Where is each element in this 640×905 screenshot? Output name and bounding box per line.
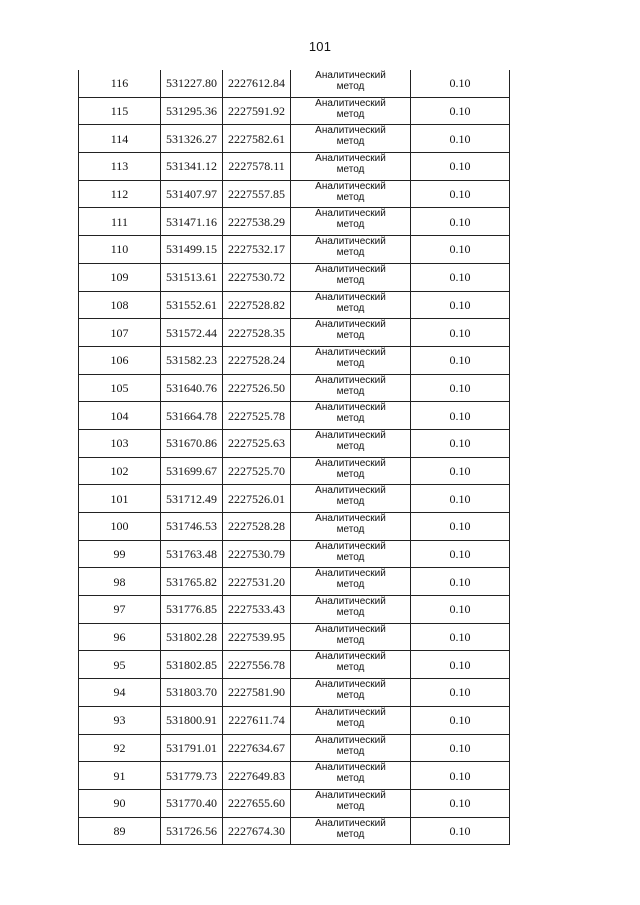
method-cell (291, 540, 411, 568)
x-coordinate-cell: 531295.36 (161, 97, 223, 125)
point-number-cell: 111 (79, 208, 161, 236)
method-text-line: Аналитический (315, 125, 386, 137)
x-coordinate-cell: 531763.48 (161, 540, 223, 568)
table-row (79, 374, 510, 402)
method-cell (291, 429, 411, 457)
y-coordinate-cell: 2227526.01 (223, 485, 291, 513)
table-row (79, 734, 510, 762)
method-text-line: Аналитический (315, 319, 386, 331)
y-coordinate-cell: 2227578.11 (223, 153, 291, 181)
method-text-line: Аналитический (315, 153, 386, 165)
table-row (79, 568, 510, 596)
table-row (79, 651, 510, 679)
method-text-line: Аналитический (315, 457, 386, 469)
method-text-line: метод (336, 496, 365, 508)
method-cell (291, 263, 411, 291)
method-text-line: Аналитический (315, 789, 386, 801)
point-number-cell: 106 (79, 346, 161, 374)
method-text-line: метод (336, 440, 365, 452)
method-cell (291, 125, 411, 153)
x-coordinate-cell: 531791.01 (161, 734, 223, 762)
method-text-line: Аналитический (315, 762, 386, 774)
method-cell (291, 734, 411, 762)
y-coordinate-cell: 2227530.79 (223, 540, 291, 568)
accuracy-cell: 0.10 (411, 153, 510, 181)
method-text-line: Аналитический (315, 346, 386, 358)
table-row (79, 789, 510, 817)
x-coordinate-cell: 531726.56 (161, 817, 223, 845)
x-coordinate-cell: 531746.53 (161, 513, 223, 541)
method-text-line: Аналитический (315, 734, 386, 746)
point-number-cell: 95 (79, 651, 161, 679)
x-coordinate-cell: 531572.44 (161, 319, 223, 347)
method-text-line: Аналитический (315, 513, 386, 524)
method-text-line: метод (336, 773, 365, 785)
method-cell (291, 568, 411, 596)
method-text-line: Аналитический (315, 623, 386, 635)
point-number-cell: 109 (79, 263, 161, 291)
accuracy-cell: 0.10 (411, 374, 510, 402)
table-row (79, 125, 510, 153)
method-text-line: Аналитический (315, 236, 386, 248)
method-text-line: метод (336, 662, 365, 674)
method-cell (291, 457, 411, 485)
accuracy-cell: 0.10 (411, 817, 510, 845)
accuracy-cell: 0.10 (411, 457, 510, 485)
accuracy-cell: 0.10 (411, 679, 510, 707)
accuracy-cell: 0.10 (411, 346, 510, 374)
point-number-cell: 103 (79, 429, 161, 457)
method-cell (291, 651, 411, 679)
accuracy-cell: 0.10 (411, 263, 510, 291)
accuracy-cell: 0.10 (411, 596, 510, 624)
method-cell (291, 762, 411, 790)
method-text-line: метод (336, 579, 365, 591)
y-coordinate-cell: 2227674.30 (223, 817, 291, 845)
x-coordinate-cell: 531341.12 (161, 153, 223, 181)
y-coordinate-cell: 2227649.83 (223, 762, 291, 790)
point-number-cell: 110 (79, 236, 161, 264)
point-number-cell: 94 (79, 679, 161, 707)
x-coordinate-cell: 531699.67 (161, 457, 223, 485)
method-text-line: метод (336, 164, 365, 176)
method-text-line: метод (336, 302, 365, 314)
point-number-cell: 108 (79, 291, 161, 319)
x-coordinate-cell: 531770.40 (161, 789, 223, 817)
table-row (79, 706, 510, 734)
method-text-line: метод (336, 690, 365, 702)
y-coordinate-cell: 2227531.20 (223, 568, 291, 596)
y-coordinate-cell: 2227591.92 (223, 97, 291, 125)
accuracy-cell: 0.10 (411, 789, 510, 817)
method-text-line: Аналитический (315, 263, 386, 275)
point-number-cell: 90 (79, 789, 161, 817)
table-row (79, 236, 510, 264)
y-coordinate-cell: 2227611.74 (223, 706, 291, 734)
y-coordinate-cell: 2227557.85 (223, 180, 291, 208)
point-number-cell: 99 (79, 540, 161, 568)
point-number-cell: 105 (79, 374, 161, 402)
point-number-cell: 93 (79, 706, 161, 734)
table-row (79, 180, 510, 208)
method-text-line: метод (336, 219, 365, 231)
x-coordinate-cell: 531712.49 (161, 485, 223, 513)
x-coordinate-cell: 531640.76 (161, 374, 223, 402)
table-row (79, 540, 510, 568)
accuracy-cell: 0.10 (411, 429, 510, 457)
method-text-line: Аналитический (315, 568, 386, 580)
method-cell (291, 236, 411, 264)
accuracy-cell: 0.10 (411, 651, 510, 679)
method-text-line: Аналитический (315, 485, 386, 497)
table-row (79, 319, 510, 347)
accuracy-cell: 0.10 (411, 180, 510, 208)
point-number-cell: 98 (79, 568, 161, 596)
accuracy-cell: 0.10 (411, 208, 510, 236)
x-coordinate-cell: 531802.85 (161, 651, 223, 679)
method-text-line: Аналитический (315, 706, 386, 718)
method-cell (291, 623, 411, 651)
y-coordinate-cell: 2227525.63 (223, 429, 291, 457)
method-text-line: Аналитический (315, 208, 386, 220)
accuracy-cell: 0.10 (411, 540, 510, 568)
y-coordinate-cell: 2227556.78 (223, 651, 291, 679)
table-row (79, 679, 510, 707)
method-text-line: метод (336, 247, 365, 259)
table-row (79, 429, 510, 457)
method-cell (291, 291, 411, 319)
point-number-cell: 115 (79, 97, 161, 125)
method-cell (291, 153, 411, 181)
y-coordinate-cell: 2227528.35 (223, 319, 291, 347)
method-cell (291, 679, 411, 707)
method-cell (291, 70, 411, 97)
point-number-cell: 112 (79, 180, 161, 208)
table-row (79, 402, 510, 430)
accuracy-cell: 0.10 (411, 623, 510, 651)
method-text-line: Аналитический (315, 97, 386, 109)
method-text-line: Аналитический (315, 180, 386, 192)
method-text-line: Аналитический (315, 679, 386, 691)
point-number-cell: 101 (79, 485, 161, 513)
point-number-cell: 114 (79, 125, 161, 153)
method-text-line: Аналитический (315, 374, 386, 386)
method-text-line: метод (336, 136, 365, 148)
y-coordinate-cell: 2227528.28 (223, 513, 291, 541)
y-coordinate-cell: 2227526.50 (223, 374, 291, 402)
method-text-line: метод (336, 800, 365, 812)
x-coordinate-cell: 531803.70 (161, 679, 223, 707)
y-coordinate-cell: 2227581.90 (223, 679, 291, 707)
y-coordinate-cell: 2227532.17 (223, 236, 291, 264)
table-row (79, 817, 510, 845)
accuracy-cell: 0.10 (411, 97, 510, 125)
coordinates-table (78, 70, 510, 845)
point-number-cell: 113 (79, 153, 161, 181)
x-coordinate-cell: 531326.27 (161, 125, 223, 153)
table-row (79, 513, 510, 541)
x-coordinate-cell: 531800.91 (161, 706, 223, 734)
x-coordinate-cell: 531513.61 (161, 263, 223, 291)
accuracy-cell: 0.10 (411, 236, 510, 264)
table-row (79, 346, 510, 374)
y-coordinate-cell: 2227538.29 (223, 208, 291, 236)
method-cell (291, 402, 411, 430)
table-row (79, 457, 510, 485)
method-text-line: Аналитический (315, 402, 386, 414)
method-text-line: метод (336, 385, 365, 397)
table-row (79, 208, 510, 236)
method-cell (291, 97, 411, 125)
x-coordinate-cell: 531499.15 (161, 236, 223, 264)
y-coordinate-cell: 2227530.72 (223, 263, 291, 291)
x-coordinate-cell: 531776.85 (161, 596, 223, 624)
table-row (79, 596, 510, 624)
accuracy-cell: 0.10 (411, 402, 510, 430)
method-cell (291, 596, 411, 624)
accuracy-cell: 0.10 (411, 513, 510, 541)
accuracy-cell: 0.10 (411, 734, 510, 762)
accuracy-cell: 0.10 (411, 706, 510, 734)
y-coordinate-cell: 2227612.84 (223, 70, 291, 97)
page-number: 101 (308, 39, 332, 54)
method-text-line: Аналитический (315, 70, 386, 81)
point-number-cell: 102 (79, 457, 161, 485)
table-row (79, 623, 510, 651)
point-number-cell: 97 (79, 596, 161, 624)
x-coordinate-cell: 531227.80 (161, 70, 223, 97)
accuracy-cell: 0.10 (411, 291, 510, 319)
x-coordinate-cell: 531765.82 (161, 568, 223, 596)
x-coordinate-cell: 531552.61 (161, 291, 223, 319)
method-text-line: Аналитический (315, 817, 386, 829)
method-text-line: Аналитический (315, 540, 386, 552)
point-number-cell: 100 (79, 513, 161, 541)
method-text-line: метод (336, 828, 365, 840)
method-text-line: Аналитический (315, 429, 386, 441)
method-text-line: метод (336, 468, 365, 480)
method-cell (291, 180, 411, 208)
method-text-line: метод (336, 191, 365, 203)
method-text-line: метод (336, 745, 365, 757)
accuracy-cell: 0.10 (411, 70, 510, 97)
table-row (79, 485, 510, 513)
point-number-cell: 91 (79, 762, 161, 790)
point-number-cell: 116 (79, 70, 161, 97)
method-text-line: метод (336, 524, 365, 535)
x-coordinate-cell: 531582.23 (161, 346, 223, 374)
method-text-line: метод (336, 330, 365, 342)
y-coordinate-cell: 2227533.43 (223, 596, 291, 624)
accuracy-cell: 0.10 (411, 319, 510, 347)
method-text-line: метод (336, 413, 365, 425)
method-cell (291, 789, 411, 817)
method-text-line: Аналитический (315, 651, 386, 663)
x-coordinate-cell: 531670.86 (161, 429, 223, 457)
point-number-cell: 107 (79, 319, 161, 347)
y-coordinate-cell: 2227582.61 (223, 125, 291, 153)
y-coordinate-cell: 2227655.60 (223, 789, 291, 817)
method-text-line: метод (336, 274, 365, 286)
table-row (79, 70, 510, 97)
table-row (79, 263, 510, 291)
method-text-line: метод (336, 607, 365, 619)
method-text-line: метод (336, 717, 365, 729)
method-cell (291, 346, 411, 374)
method-cell (291, 319, 411, 347)
accuracy-cell: 0.10 (411, 762, 510, 790)
x-coordinate-cell: 531779.73 (161, 762, 223, 790)
coordinates-table-body (79, 70, 510, 845)
point-number-cell: 104 (79, 402, 161, 430)
y-coordinate-cell: 2227525.78 (223, 402, 291, 430)
method-text-line: метод (336, 634, 365, 646)
method-text-line: метод (336, 81, 365, 92)
method-text-line: метод (336, 357, 365, 369)
method-text-line: Аналитический (315, 596, 386, 608)
table-row (79, 153, 510, 181)
method-text-line: метод (336, 551, 365, 563)
table-row (79, 762, 510, 790)
table-row (79, 97, 510, 125)
method-cell (291, 513, 411, 541)
accuracy-cell: 0.10 (411, 485, 510, 513)
point-number-cell: 89 (79, 817, 161, 845)
x-coordinate-cell: 531664.78 (161, 402, 223, 430)
y-coordinate-cell: 2227539.95 (223, 623, 291, 651)
method-cell (291, 374, 411, 402)
table-row (79, 291, 510, 319)
x-coordinate-cell: 531471.16 (161, 208, 223, 236)
point-number-cell: 96 (79, 623, 161, 651)
method-cell (291, 817, 411, 845)
x-coordinate-cell: 531407.97 (161, 180, 223, 208)
x-coordinate-cell: 531802.28 (161, 623, 223, 651)
accuracy-cell: 0.10 (411, 125, 510, 153)
y-coordinate-cell: 2227525.70 (223, 457, 291, 485)
method-cell (291, 706, 411, 734)
method-cell (291, 485, 411, 513)
method-text-line: метод (336, 108, 365, 120)
point-number-cell: 92 (79, 734, 161, 762)
y-coordinate-cell: 2227528.24 (223, 346, 291, 374)
y-coordinate-cell: 2227528.82 (223, 291, 291, 319)
method-text-line: Аналитический (315, 291, 386, 303)
y-coordinate-cell: 2227634.67 (223, 734, 291, 762)
method-cell (291, 208, 411, 236)
accuracy-cell: 0.10 (411, 568, 510, 596)
